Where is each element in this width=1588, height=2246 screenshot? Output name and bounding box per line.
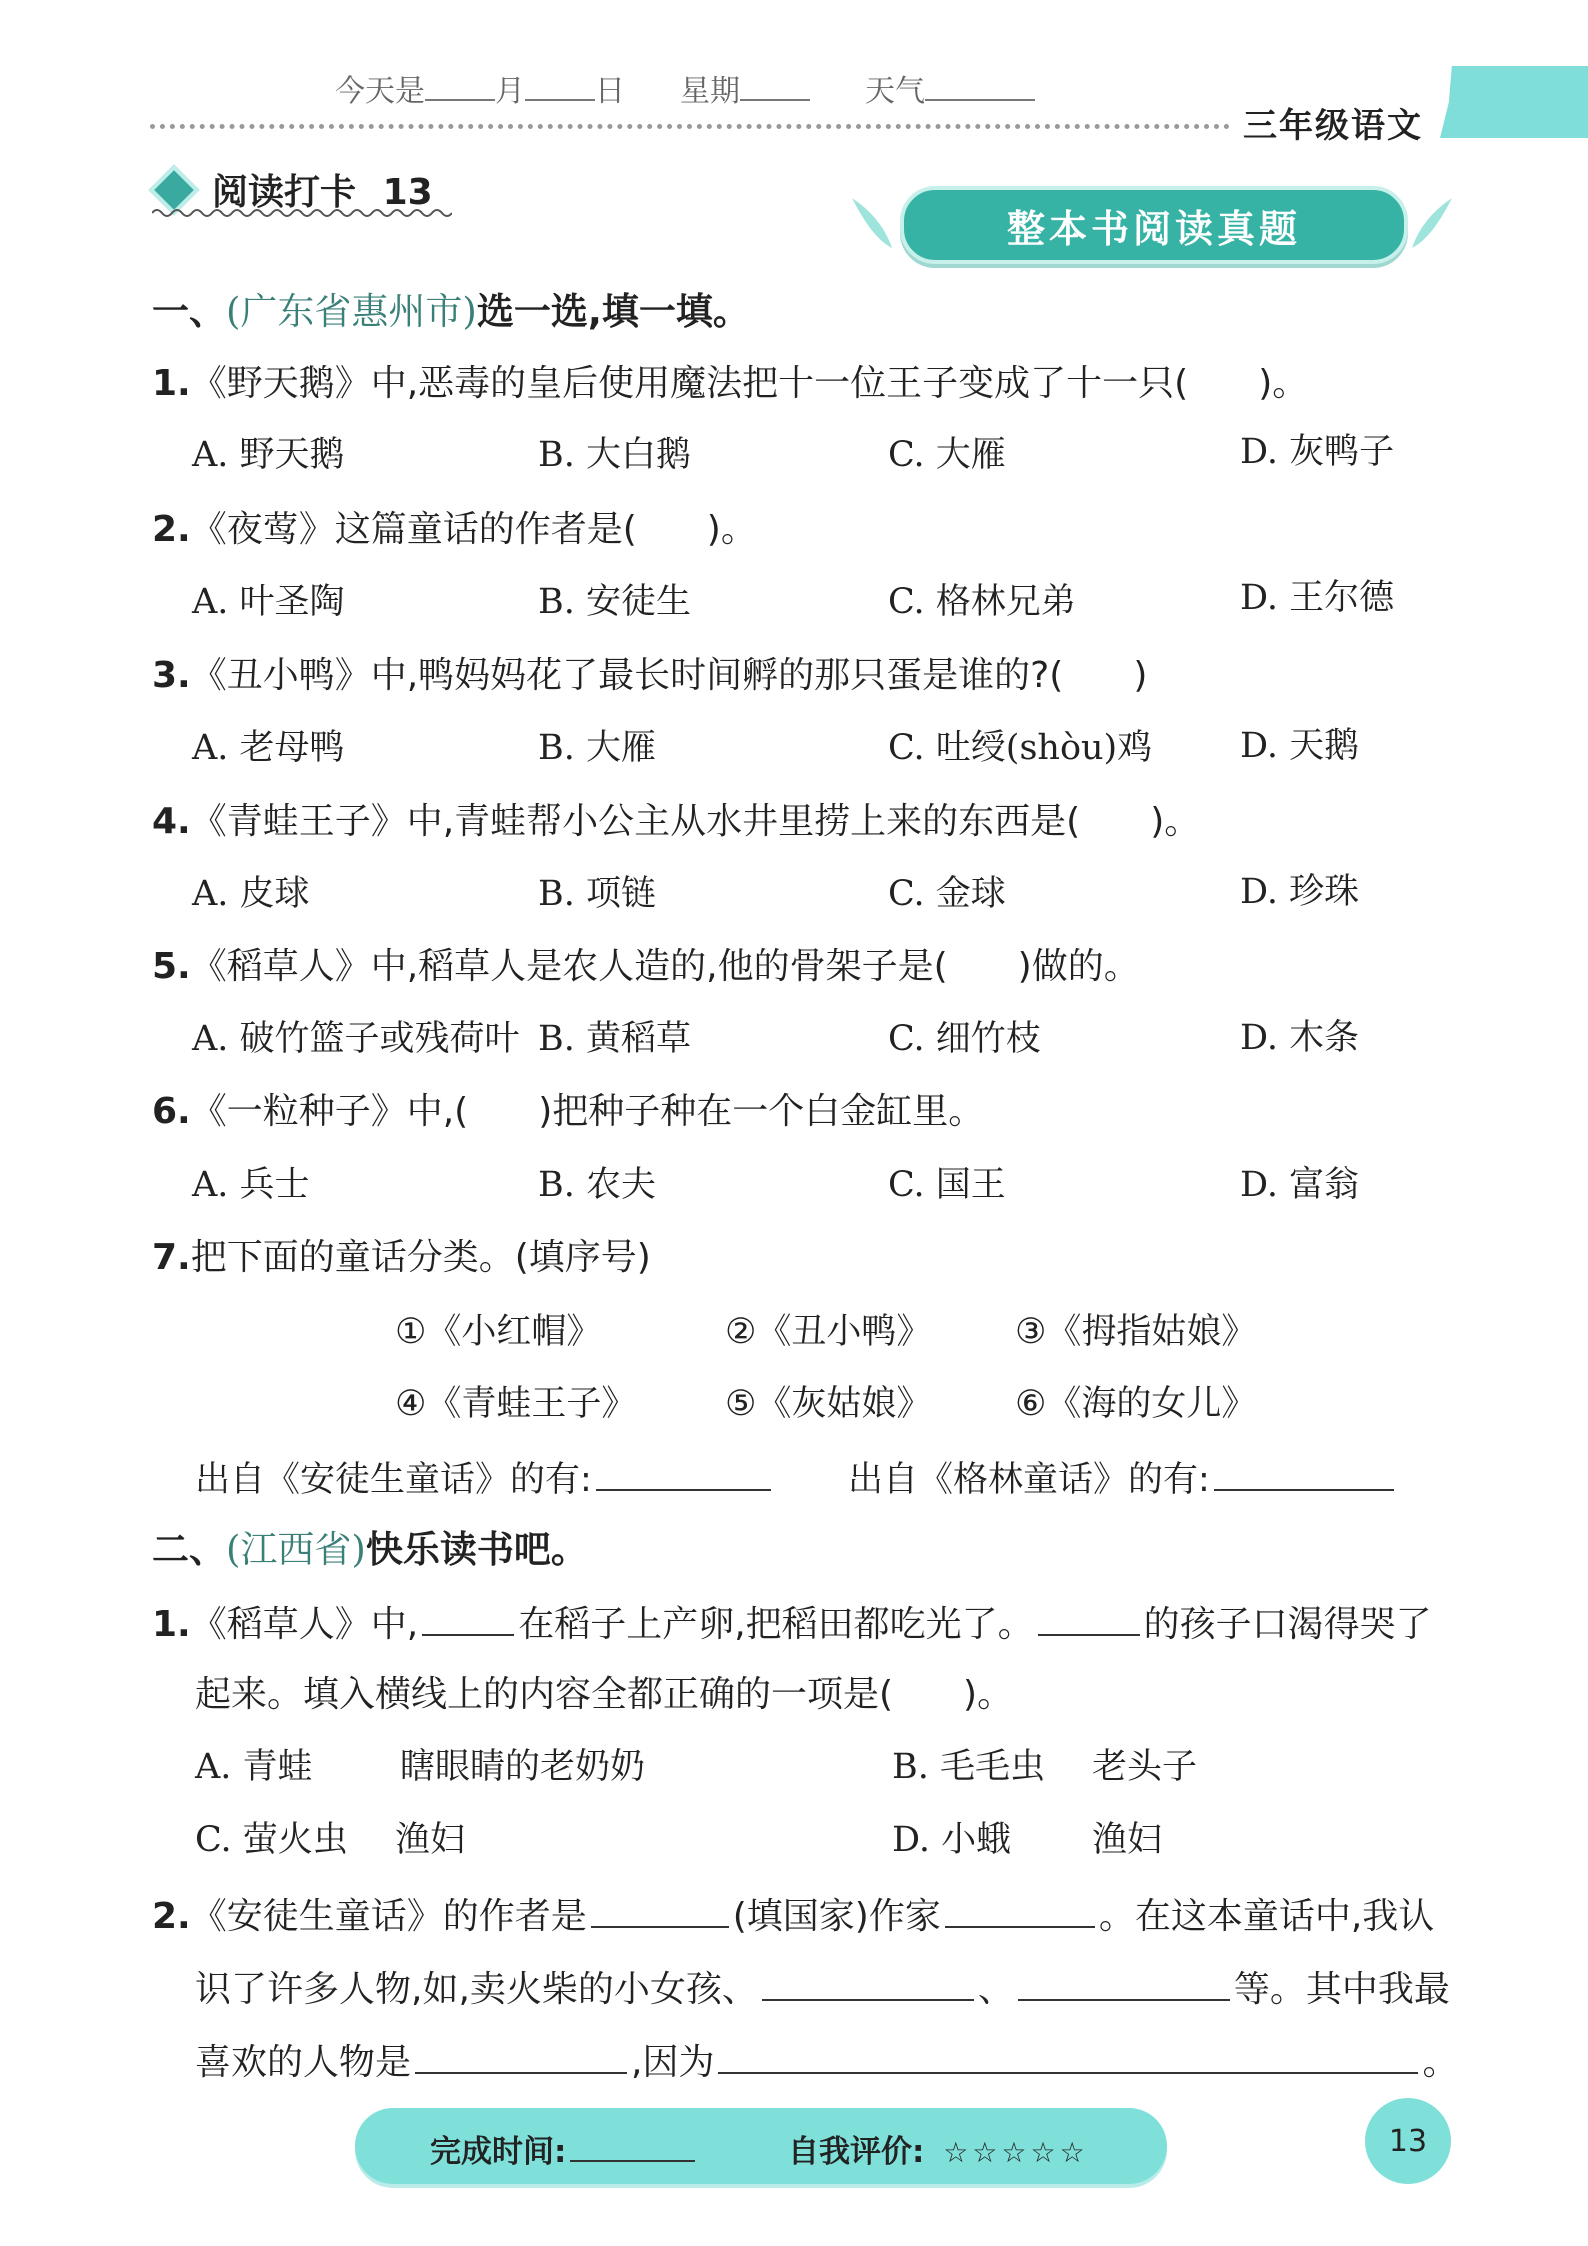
- option-b[interactable]: B. 安徒生: [538, 582, 691, 622]
- wavy-underline: [152, 207, 452, 219]
- question-text: 在稻子上产卵,把稻田都吃光了。: [518, 1604, 1034, 1645]
- question-number: 3.: [152, 655, 191, 696]
- question-tail: )做的。: [1017, 946, 1140, 987]
- question-number: 4.: [152, 801, 191, 842]
- question-stem: 《一粒种子》中,(: [190, 1091, 469, 1132]
- character-blank-1[interactable]: [762, 1965, 974, 2001]
- question-number: 1.: [152, 1604, 191, 1645]
- reading-checkin-number: 13: [382, 172, 433, 213]
- author-blank[interactable]: [945, 1892, 1095, 1928]
- option-a[interactable]: A. 叶圣陶: [192, 582, 345, 622]
- page-number-circle: [1365, 2098, 1451, 2184]
- story-item-1: ①《小红帽》: [395, 1312, 602, 1352]
- story-item-4: ④《青蛙王子》: [395, 1384, 637, 1424]
- banner-title: [900, 186, 1408, 264]
- option-d[interactable]: D. 灰鸭子: [1240, 432, 1395, 472]
- option-letter: C. 萤火虫: [195, 1820, 348, 1860]
- month-label: 月: [495, 74, 525, 109]
- grimm-answer-line: [848, 1455, 1398, 1502]
- weather-blank[interactable]: [925, 69, 1035, 101]
- section2-heading: [152, 1528, 588, 1572]
- page-number: 13: [1388, 2123, 1428, 2159]
- option-d[interactable]: D. 天鹅: [1240, 726, 1360, 766]
- option-text: 渔妇: [1092, 1820, 1163, 1860]
- answer-blank[interactable]: [1038, 1600, 1140, 1636]
- option-letter: A. 青蛙: [195, 1747, 313, 1787]
- s2-question-2-line2: [195, 1965, 1450, 2012]
- story-item-5: ⑤《灰姑娘》: [725, 1384, 932, 1424]
- question-4: [152, 800, 1200, 844]
- option-d[interactable]: D. 富翁: [1240, 1165, 1360, 1205]
- question-text: 喜欢的人物是: [195, 2042, 412, 2083]
- option-a[interactable]: A. 老母鸭: [192, 728, 345, 768]
- option-b[interactable]: B. 农夫: [538, 1165, 656, 1205]
- option-text: 老头子: [1092, 1747, 1198, 1787]
- option-a[interactable]: A. 野天鹅: [192, 435, 345, 475]
- s2-question-2-line1: [152, 1892, 1434, 1939]
- question-text: 《稻草人》中,: [190, 1604, 419, 1645]
- header-dotted-rule: [150, 124, 1230, 129]
- option-text: 瞎眼睛的老奶奶: [400, 1747, 646, 1787]
- character-blank-2[interactable]: [1018, 1965, 1230, 2001]
- option-d[interactable]: [892, 1818, 1163, 1862]
- option-a[interactable]: [195, 1745, 646, 1789]
- day-label: 日: [595, 74, 625, 109]
- day-blank[interactable]: [525, 69, 595, 101]
- weather-label: 天气: [865, 74, 925, 109]
- question-number: 2.: [152, 1896, 191, 1937]
- self-evaluation-label: 自我评价:: [788, 2134, 925, 2170]
- option-d[interactable]: D. 王尔德: [1240, 578, 1395, 618]
- question-5: [152, 945, 1140, 989]
- completion-time: [430, 2126, 699, 2171]
- weekday-blank[interactable]: [740, 69, 810, 101]
- question-stem: 把下面的童话分类。(填序号): [190, 1237, 651, 1278]
- s2-question-1-line2: [195, 1673, 1013, 1717]
- reading-checkin-label: 阅读打卡: [212, 172, 357, 213]
- andersen-label: 出自《安徒生童话》的有:: [195, 1460, 592, 1500]
- option-a[interactable]: A. 破竹篮子或残荷叶: [192, 1019, 520, 1059]
- option-letter: B. 毛毛虫: [892, 1747, 1045, 1787]
- question-tail: )。: [706, 509, 757, 550]
- section1-title: 选一选,填一填。: [476, 290, 750, 333]
- question-number: 7.: [152, 1237, 191, 1278]
- question-number: 5.: [152, 946, 191, 987]
- header-date-line: [335, 66, 1035, 110]
- completion-time-label: 完成时间:: [430, 2134, 567, 2170]
- option-c[interactable]: C. 金球: [888, 874, 1006, 914]
- s2-question-1-line1: [152, 1600, 1432, 1647]
- option-b[interactable]: B. 黄稻草: [538, 1019, 691, 1059]
- story-item-3: ③《拇指姑娘》: [1015, 1312, 1257, 1352]
- option-c[interactable]: C. 大雁: [888, 435, 1006, 475]
- question-6: [152, 1090, 984, 1134]
- question-tail: )。: [963, 1674, 1014, 1715]
- story-item-6: ⑥《海的女儿》: [1015, 1384, 1257, 1424]
- question-7: [152, 1236, 651, 1280]
- grimm-blank[interactable]: [1214, 1455, 1394, 1491]
- option-c[interactable]: C. 格林兄弟: [888, 582, 1076, 622]
- question-text: 、: [977, 1969, 1014, 2010]
- reason-blank[interactable]: [718, 2038, 1418, 2074]
- section1-heading: [152, 290, 750, 334]
- question-text: 等。其中我最: [1233, 1969, 1450, 2010]
- andersen-answer-line: [195, 1455, 775, 1502]
- answer-blank[interactable]: [422, 1600, 514, 1636]
- option-c[interactable]: C. 国王: [888, 1165, 1006, 1205]
- grade-subject-label: 三年级语文: [1243, 106, 1423, 146]
- story-item-2: ②《丑小鸭》: [725, 1312, 932, 1352]
- option-text: 渔妇: [395, 1820, 466, 1860]
- question-text: ,因为: [631, 2042, 715, 2083]
- country-blank[interactable]: [591, 1892, 729, 1928]
- favorite-character-blank[interactable]: [415, 2038, 627, 2074]
- completion-time-blank[interactable]: [570, 2132, 695, 2162]
- question-tail: )。: [1258, 363, 1309, 404]
- question-text: 起来。填入横线上的内容全都正确的一项是(: [195, 1674, 894, 1715]
- option-c[interactable]: C. 细竹枝: [888, 1019, 1041, 1059]
- question-tail: )把种子种在一个白金缸里。: [538, 1091, 985, 1132]
- question-2: [152, 508, 757, 552]
- weekday-label: 星期: [680, 74, 740, 109]
- option-a[interactable]: A. 兵士: [192, 1165, 310, 1205]
- question-text: 。在这本童话中,我认: [1098, 1896, 1435, 1937]
- question-number: 6.: [152, 1091, 191, 1132]
- option-b[interactable]: B. 项链: [538, 874, 656, 914]
- option-b[interactable]: [892, 1745, 1198, 1789]
- question-tail: ): [1133, 655, 1148, 696]
- question-tail: )。: [1150, 801, 1201, 842]
- option-d[interactable]: D. 木条: [1240, 1018, 1360, 1058]
- question-number: 2.: [152, 509, 191, 550]
- question-1: [152, 362, 1308, 406]
- question-stem: 《青蛙王子》中,青蛙帮小公主从水井里捞上来的东西是(: [190, 801, 1081, 842]
- option-b[interactable]: B. 大白鹅: [538, 435, 691, 475]
- today-label: 今天是: [335, 74, 425, 109]
- banner-title-text: 整本书阅读真题: [1006, 206, 1301, 251]
- question-text: 的孩子口渴得哭了: [1143, 1604, 1432, 1645]
- andersen-blank[interactable]: [596, 1455, 771, 1491]
- question-stem: 《夜莺》这篇童话的作者是(: [190, 509, 637, 550]
- grimm-label: 出自《格林童话》的有:: [848, 1460, 1210, 1500]
- self-evaluation: [788, 2126, 1089, 2171]
- section1-source: (广东省惠州市): [226, 290, 477, 333]
- section2-source: (江西省): [226, 1528, 366, 1571]
- question-text: 《安徒生童话》的作者是: [190, 1896, 587, 1937]
- question-3: [152, 654, 1147, 698]
- question-number: 1.: [152, 363, 191, 404]
- option-d[interactable]: D. 珍珠: [1240, 872, 1360, 912]
- question-stem: 《丑小鸭》中,鸭妈妈花了最长时间孵的那只蛋是谁的?(: [190, 655, 1064, 696]
- option-letter: D. 小蛾: [892, 1820, 1012, 1860]
- option-c[interactable]: [195, 1818, 466, 1862]
- question-text: (填国家)作家: [732, 1896, 941, 1937]
- option-a[interactable]: A. 皮球: [192, 874, 310, 914]
- option-c[interactable]: C. 吐绶(shòu)鸡: [888, 728, 1153, 768]
- question-stem: 《野天鹅》中,恶毒的皇后使用魔法把十一位王子变成了十一只(: [190, 363, 1189, 404]
- section1-number: 一、: [152, 290, 226, 333]
- question-text: 识了许多人物,如,卖火柴的小女孩、: [195, 1969, 758, 2010]
- month-blank[interactable]: [425, 69, 495, 101]
- s2-question-2-line3: [195, 2038, 1458, 2085]
- section2-number: 二、: [152, 1528, 226, 1571]
- option-b[interactable]: B. 大雁: [538, 728, 656, 768]
- section2-title: 快乐读书吧。: [365, 1528, 588, 1571]
- grade-tab-background: [1440, 66, 1588, 138]
- question-stem: 《稻草人》中,稻草人是农人造的,他的骨架子是(: [190, 946, 948, 987]
- star-rating-icon[interactable]: ☆☆☆☆☆: [943, 2136, 1089, 2169]
- question-tail: 。: [1422, 2042, 1459, 2083]
